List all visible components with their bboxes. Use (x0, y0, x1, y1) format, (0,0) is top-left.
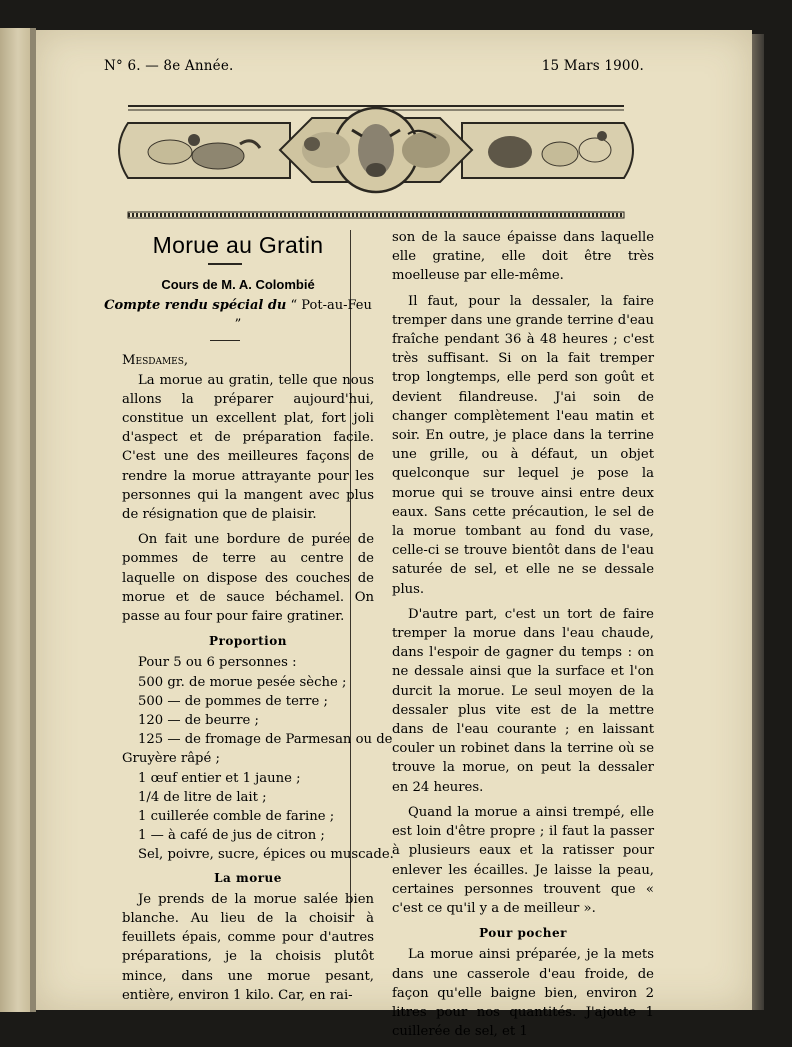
salutation: Mesdames, (122, 353, 189, 369)
left-column (82, 228, 394, 1011)
proportion-heading: Proportion (209, 634, 287, 649)
paragraph: Je prends de la morue salée bien blanche. Au lieu de la choisir à feuillets épais, comme pour d'autres préparations, je la choisis plutôt mince, dans une morue pesant, entière, environ 1 kilo. Car, en rai- (122, 891, 374, 1003)
book-spine (0, 28, 30, 1012)
list-item: 1 œuf entier et 1 jaune ; (138, 770, 301, 786)
morue-heading: La morue (214, 870, 282, 885)
paragraph: On fait une bordure de purée de pommes de terre au centre de laquelle on dispose des couches de morue et de sauce béchamel. On passe au four pour faire gratiner. (122, 532, 374, 624)
list-item: 120 — de beurre ; (138, 712, 259, 728)
issue-number: N° 6. — 8e Année. (104, 58, 234, 74)
right-column (392, 228, 654, 1047)
list-item: Gruyère râpé ; (122, 751, 220, 767)
ingredient-list (122, 653, 394, 864)
list-item: 125 — de fromage de Parmesan ou de (138, 732, 393, 748)
list-item: Pour 5 ou 6 personnes : (138, 655, 297, 671)
course-author: Cours de M. A. Colombié (161, 276, 315, 292)
article-title: Morue au Gratin (152, 232, 324, 258)
list-item: 1/4 de litre de lait ; (138, 789, 267, 805)
left-text (82, 351, 394, 1005)
running-header (104, 58, 644, 78)
list-item: 500 — de pommes de terre ; (138, 693, 328, 709)
report-label: Compte rendu spécial du (104, 297, 287, 313)
paragraph: La morue au gratin, telle que nous allons la préparer aujourd'hui, constitue un excellent plat, fort joli d'aspect et de préparation facile. C'est une des meilleures façons de rendre la morue attrayante pour les personnes qui la mangent avec plus de résignation que de plaisir. (122, 372, 374, 522)
page-edge (752, 34, 764, 1010)
list-item: 1 cuillerée comble de farine ; (138, 808, 335, 824)
paragraph: Quand la morue a ainsi trempé, elle est loin d'être propre ; il faut la passer à plusieurs eaux et la ratisser pour enlever les écailles. Je laisse la peau, certaines personnes trouvent que « c'est ce qu'il y a de meilleur ». (392, 804, 654, 916)
report-source: “ Pot-au-Feu ” (234, 297, 372, 333)
list-item: Sel, poivre, sucre, épices ou muscade. (138, 847, 394, 863)
report-credit (82, 296, 374, 334)
farm-animals-banner-icon (90, 78, 662, 230)
pocher-heading: Pour pocher (479, 926, 567, 941)
list-item: 500 gr. de morue pesée sèche ; (138, 674, 347, 690)
paragraph: D'autre part, c'est un tort de faire tremper la morue dans l'eau chaude, dans l'espoir de gagner du temps : on ne dessale ainsi que la surface et l'on durcit la morue. Le seul moyen de la dessaler plus vite est de la mettre dans de l'eau courante ; en laissant couler un robinet dans la terrine où se trouve la morue, on peut la dessaler en 24 heures. (392, 606, 654, 795)
paragraph: son de la sauce épaisse dans laquelle elle gratine, elle doit être très moelleuse par elle-même. (392, 230, 654, 284)
list-item: 1 — à café de jus de citron ; (138, 828, 325, 844)
title-rule (208, 263, 242, 265)
issue-date: 15 Mars 1900. (541, 58, 644, 74)
paragraph: Il faut, pour la dessaler, la faire tremper dans une grande terrine d'eau fraîche pendant 36 à 48 heures ; c'est très suffisant. Si on la fait tremper trop longtemps, elle perd son goût et devient filandreuse. J'ai soin de changer complètement l'eau matin et soir. En outre, je place dans la terrine une grille, ou à défaut, un objet quelconque sur lequel je pose la morue qui se trouve ainsi entre deux eaux. Sans cette précaution, le sel de la morue tombant au fond du vase, celle-ci se trouve bientôt dans de l'eau saturée de sel, et elle ne se dessale plus. (392, 293, 654, 597)
subtitle-rule (210, 340, 240, 341)
paragraph: La morue ainsi préparée, je la mets dans une casserole d'eau froide, de façon qu'elle baigne bien, environ 2 litres pour nos quantités. J'ajoute 1 cuillerée de sel, et 1 (392, 947, 654, 1040)
